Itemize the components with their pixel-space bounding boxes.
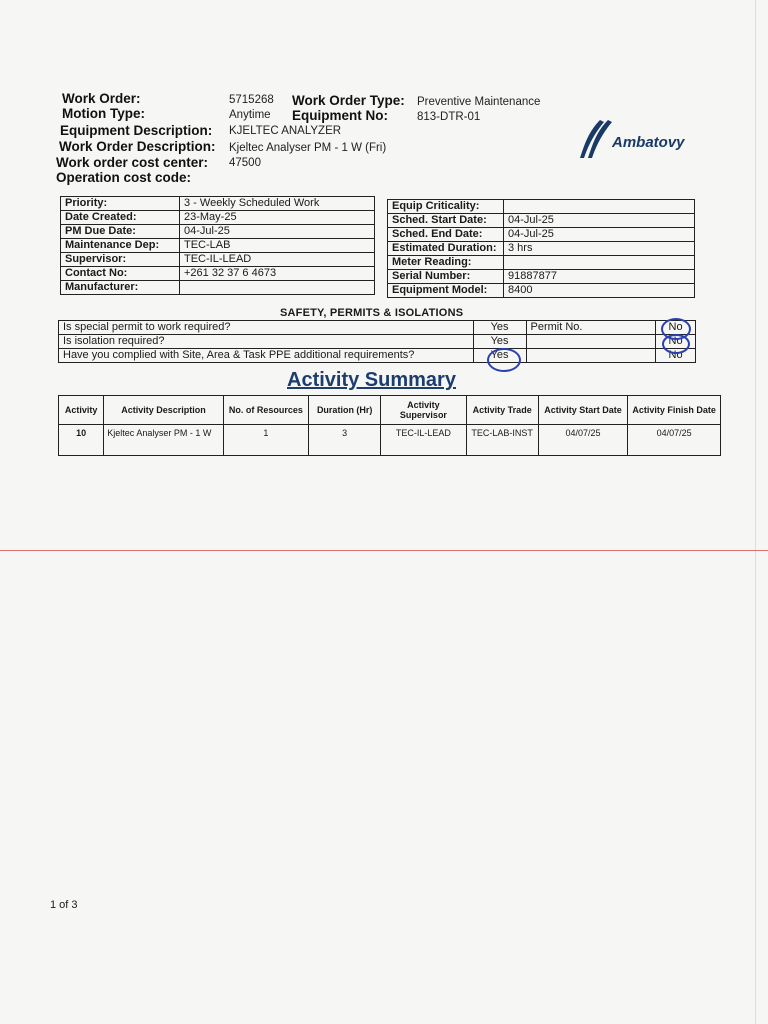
activity-summary-title: Activity Summary — [287, 369, 456, 391]
activity-cell: 1 — [223, 425, 308, 456]
equipment-description-value: KJELTEC ANALYZER — [229, 125, 342, 137]
info-value — [504, 200, 695, 214]
activity-header-cell: Activity Finish Date — [628, 396, 721, 425]
activity-header-cell: No. of Resources — [223, 396, 308, 425]
equipment-info-table — [387, 199, 695, 298]
info-row — [388, 200, 695, 214]
safety-question: Is special permit to work required? — [59, 321, 474, 335]
safety-yes: Yes — [473, 335, 526, 349]
info-value: TEC-IL-LEAD — [180, 253, 375, 267]
page-number: 1 of 3 — [50, 899, 78, 911]
info-label: Priority: — [61, 197, 180, 211]
safety-permit — [526, 335, 656, 349]
info-row — [61, 253, 375, 267]
cost-center-label: Work order cost center: — [56, 155, 209, 170]
info-value: 04-Jul-25 — [504, 214, 695, 228]
info-value: TEC-LAB — [180, 239, 375, 253]
info-row — [388, 214, 695, 228]
info-row — [388, 242, 695, 256]
activity-cell: Kjeltec Analyser PM - 1 W — [104, 425, 223, 456]
activity-header-cell: Activity Description — [104, 396, 223, 425]
activity-cell: 04/07/25 — [628, 425, 721, 456]
info-label: Supervisor: — [61, 253, 180, 267]
activity-cell: TEC-IL-LEAD — [381, 425, 466, 456]
info-value: 3 - Weekly Scheduled Work — [180, 197, 375, 211]
info-label: Sched. Start Date: — [388, 214, 504, 228]
info-value — [180, 281, 375, 295]
safety-no: No — [656, 349, 696, 363]
equipment-description-label: Equipment Description: — [60, 123, 213, 138]
safety-row — [59, 335, 696, 349]
activity-cell: 3 — [309, 425, 381, 456]
activity-header-cell: Activity Trade — [466, 396, 538, 425]
info-value — [504, 256, 695, 270]
safety-row — [59, 349, 696, 363]
info-value: 91887877 — [504, 270, 695, 284]
work-order-description-value: Kjeltec Analyser PM - 1 W (Fri) — [229, 142, 387, 154]
safety-no: No — [656, 335, 696, 349]
equipment-no-value: 813-DTR-01 — [417, 111, 481, 123]
info-label: PM Due Date: — [61, 225, 180, 239]
info-value: 8400 — [504, 284, 695, 298]
safety-table — [58, 320, 696, 363]
safety-question: Have you complied with Site, Area & Task PPE additional requirements? — [59, 349, 474, 363]
info-label: Equipment Model: — [388, 284, 504, 298]
motion-type-value: Anytime — [229, 109, 271, 121]
info-row — [61, 211, 375, 225]
info-row — [388, 256, 695, 270]
work-order-label: Work Order: — [62, 91, 141, 106]
info-value: 04-Jul-25 — [180, 225, 375, 239]
safety-permit — [526, 349, 656, 363]
work-order-info-table — [60, 196, 375, 295]
activity-header-cell: Activity Start Date — [538, 396, 628, 425]
info-label: Maintenance Dep: — [61, 239, 180, 253]
activity-table — [58, 395, 721, 456]
handwritten-circle-yes — [487, 348, 521, 372]
table-row — [59, 425, 721, 456]
info-label: Estimated Duration: — [388, 242, 504, 256]
info-row — [61, 197, 375, 211]
work-order-value: 5715268 — [229, 94, 274, 106]
safety-yes: Yes — [473, 349, 526, 363]
info-row — [388, 284, 695, 298]
cost-center-value: 47500 — [229, 157, 261, 169]
logo-text: Ambatovy — [612, 134, 685, 151]
activity-header-cell: Activity Supervisor — [381, 396, 466, 425]
info-value: 04-Jul-25 — [504, 228, 695, 242]
page-edge-line — [755, 0, 756, 1024]
scan-red-line — [0, 550, 768, 551]
info-row — [61, 281, 375, 295]
handwritten-circle-no-2 — [662, 334, 690, 354]
info-row — [61, 239, 375, 253]
info-label: Serial Number: — [388, 270, 504, 284]
info-row — [388, 270, 695, 284]
work-order-type-label: Work Order Type: — [292, 93, 405, 108]
info-label: Meter Reading: — [388, 256, 504, 270]
safety-section-title: SAFETY, PERMITS & ISOLATIONS — [280, 307, 464, 319]
activity-cell: 04/07/25 — [538, 425, 628, 456]
equipment-no-label: Equipment No: — [292, 108, 388, 123]
safety-permit: Permit No. — [526, 321, 656, 335]
info-label: Equip Criticality: — [388, 200, 504, 214]
info-label: Date Created: — [61, 211, 180, 225]
info-value: +261 32 37 6 4673 — [180, 267, 375, 281]
safety-no: No — [656, 321, 696, 335]
info-value: 23-May-25 — [180, 211, 375, 225]
safety-yes: Yes — [473, 321, 526, 335]
activity-header-cell: Activity — [59, 396, 104, 425]
info-value: 3 hrs — [504, 242, 695, 256]
work-order-description-label: Work Order Description: — [59, 139, 216, 154]
info-label: Contact No: — [61, 267, 180, 281]
info-label: Sched. End Date: — [388, 228, 504, 242]
info-label: Manufacturer: — [61, 281, 180, 295]
info-row — [388, 228, 695, 242]
activity-cell: TEC-LAB-INST — [466, 425, 538, 456]
info-row — [61, 267, 375, 281]
info-row — [61, 225, 375, 239]
safety-question: Is isolation required? — [59, 335, 474, 349]
safety-row — [59, 321, 696, 335]
work-order-type-value: Preventive Maintenance — [417, 96, 541, 108]
activity-header-cell: Duration (Hr) — [309, 396, 381, 425]
activity-cell: 10 — [59, 425, 104, 456]
motion-type-label: Motion Type: — [62, 106, 145, 121]
operation-cost-code-label: Operation cost code: — [56, 170, 192, 185]
ambatovy-logo — [578, 118, 708, 162]
